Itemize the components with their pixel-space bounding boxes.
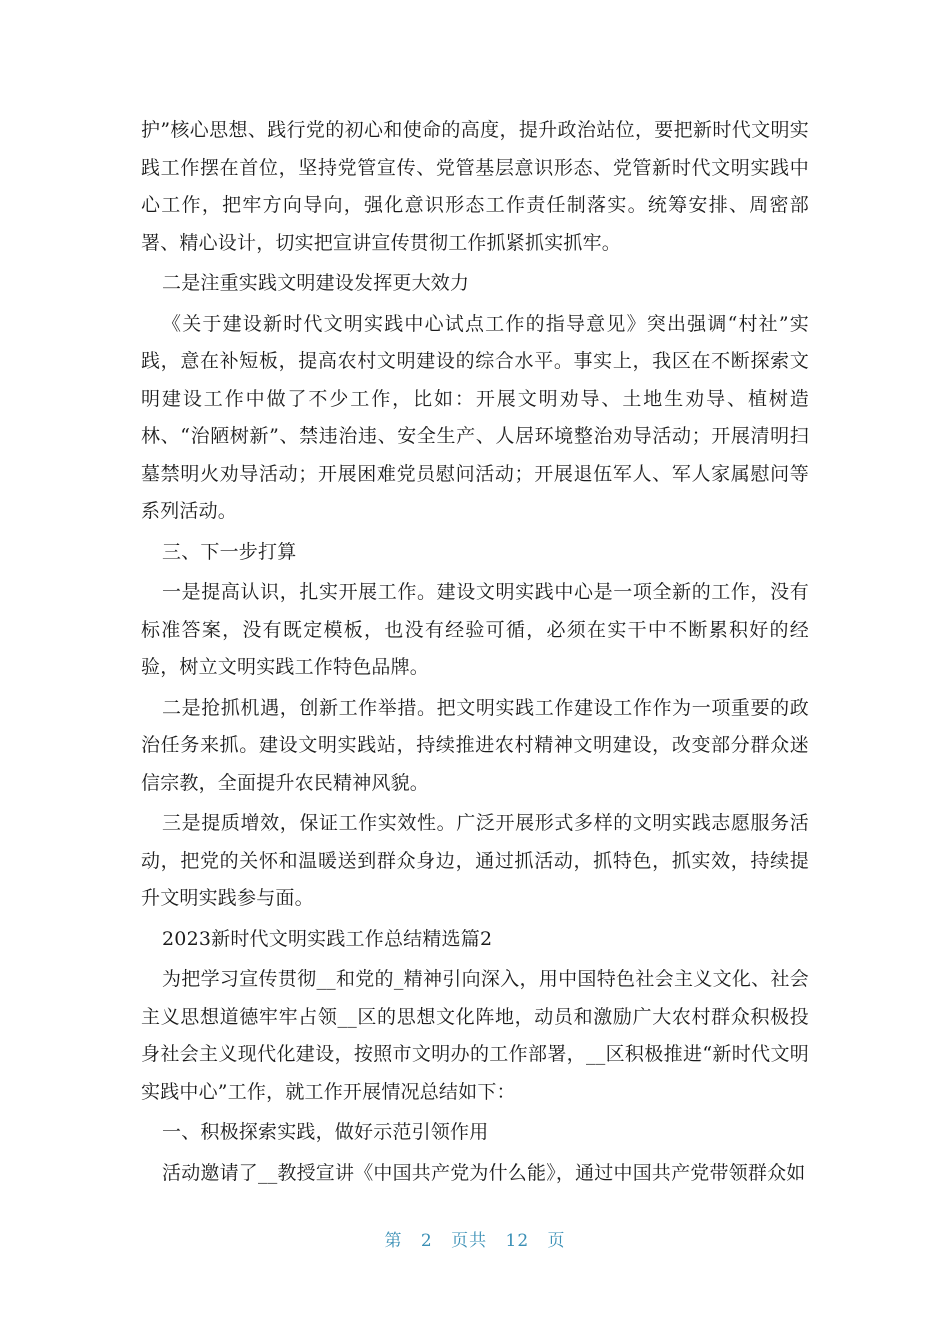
footer-total-pages: 12 bbox=[505, 1231, 530, 1251]
paragraph-4: 三、下一步打算 bbox=[162, 540, 297, 563]
paragraph-3: 《关于建设新时代文明实践中心试点工作的指导意见》突出强调“村社”实践，意在补短板，提高农村文明建设的综合水平。事实上，我区在不断探索文明建设工作中做了不少工作，比如：开展文明劝导、土地生劝导、植树造林、“治陋树新”、禁违治违、安全生产、人居环境整治劝导活动；开展清明扫墓禁明火劝导活动；开展困难党员慰问活动；开展退伍军人、军人家属慰问等系列活动。 bbox=[141, 312, 809, 522]
paragraph-5: 一是提高认识，扎实开展工作。建设文明实践中心是一项全新的工作，没有标准答案，没有既定模板，也没有经验可循，必须在实干中不断累积好的经验，树立文明实践工作特色品牌。 bbox=[141, 581, 809, 678]
section-heading: 2023新时代文明实践工作总结精选篇2 bbox=[162, 927, 493, 950]
paragraph-1: 护”核心思想、践行党的初心和使命的高度，提升政治站位，要把新时代文明实践工作摆在首位，坚持党管宣传、党管基层意识形态、党管新时代文明实践中心工作，把牢方向导向，强化意识形态工作责任制落实。统筹安排、周密部署、精心设计，切实把宣讲宣传贯彻工作抓紧抓实抓牢。 bbox=[141, 119, 809, 254]
footer-suffix: 页 bbox=[547, 1231, 566, 1251]
footer-current-page: 2 bbox=[420, 1231, 433, 1251]
paragraph-7: 三是提质增效，保证工作实效性。广泛开展形式多样的文明实践志愿服务活动，把党的关怀和温暖送到群众身边，通过抓活动，抓特色，抓实效，持续提升文明实践参与面。 bbox=[141, 812, 809, 909]
document-body bbox=[141, 112, 809, 1192]
paragraph-6: 二是抢抓机遇，创新工作举措。把文明实践工作建设工作作为一项重要的政治任务来抓。建设文明实践站，持续推进农村精神文明建设，改变部分群众迷信宗教，全面提升农民精神风貌。 bbox=[141, 696, 809, 794]
paragraph-10: 一、积极探索实践，做好示范引领作用 bbox=[162, 1121, 489, 1143]
footer-mid: 页共 bbox=[451, 1231, 488, 1251]
page-footer bbox=[0, 1226, 950, 1251]
paragraph-9: 为把学习宣传贯彻__和党的_精神引向深入，用中国特色社会主义文化、社会主义思想道德牢牢占领__区的思想文化阵地，动员和激励广大农村群众积极投身社会主义现代化建设，按照市文明办的工作部署，__区积极推进“新时代文明实践中心”工作，就工作开展情况总结如下： bbox=[141, 968, 809, 1103]
paragraph-2: 二是注重实践文明建设发挥更大效力 bbox=[162, 272, 470, 294]
footer-prefix: 第 bbox=[384, 1231, 403, 1251]
paragraph-11: 活动邀请了__教授宣讲《中国共产党为什么能》，通过中国共产党带领群众如 bbox=[162, 1161, 806, 1184]
